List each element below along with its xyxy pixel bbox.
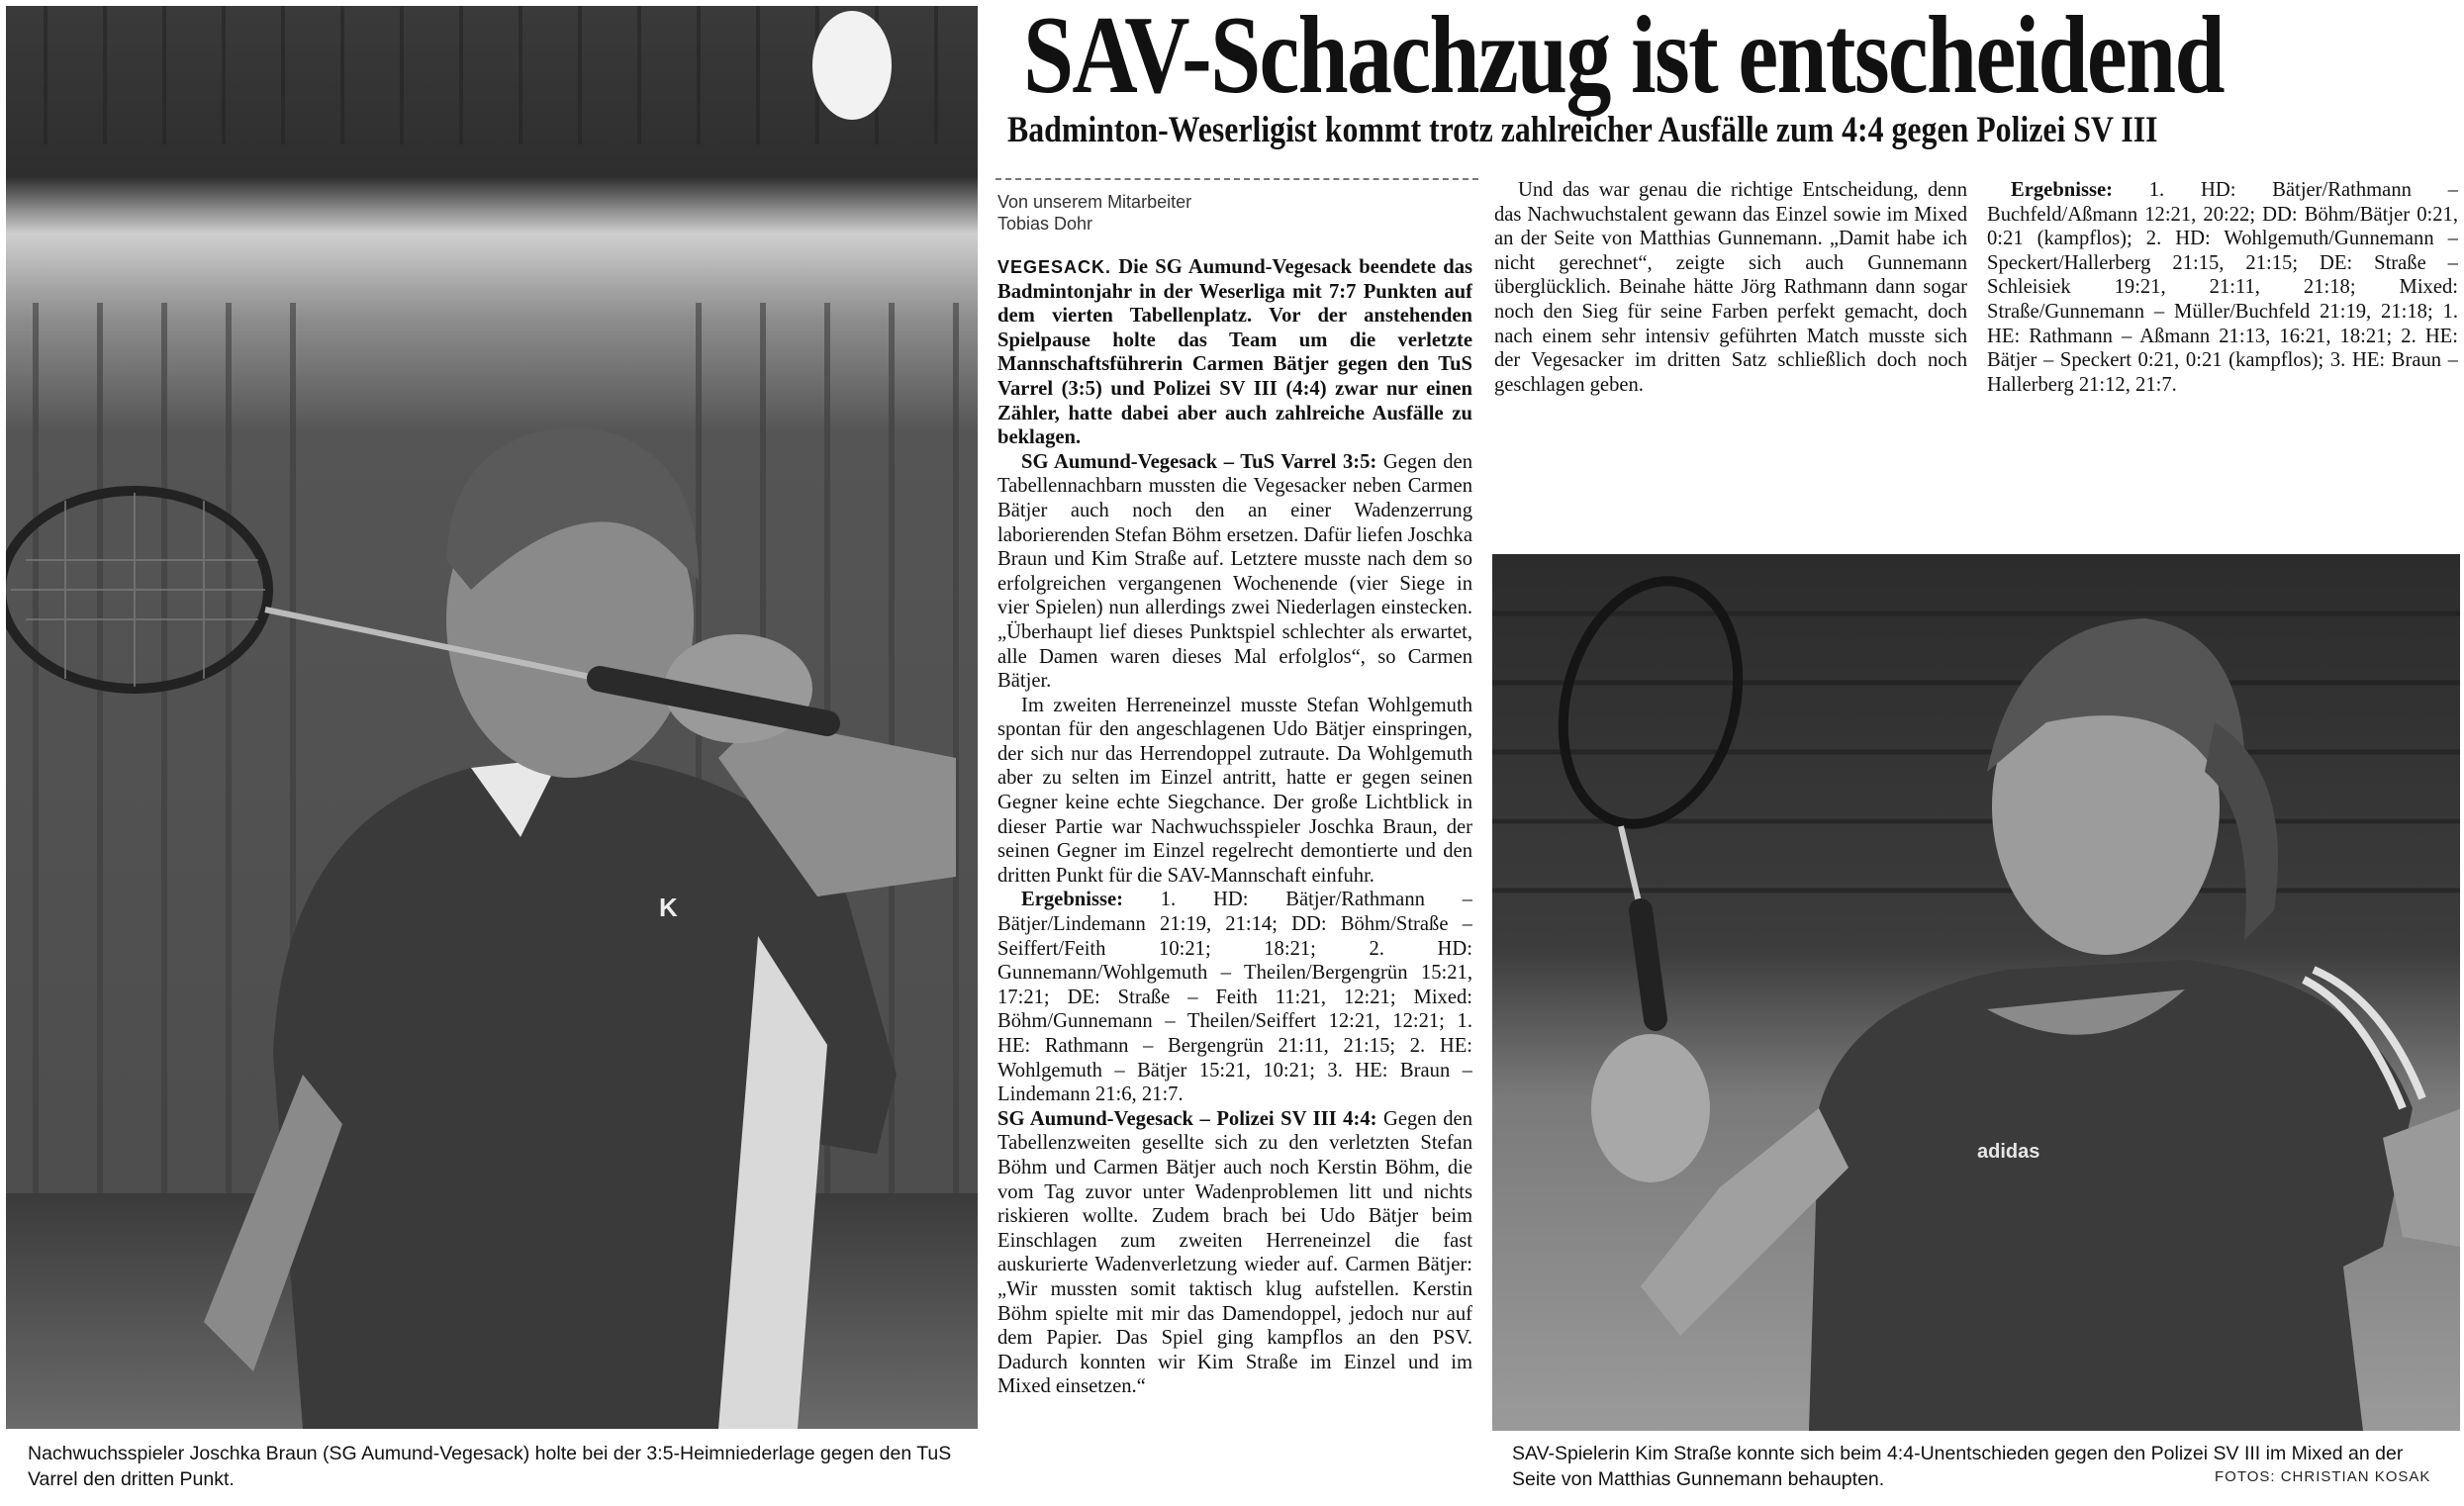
- shirt-logo-k: K: [659, 893, 678, 922]
- section1-paragraph-2: Im zweiten Herreneinzel musste Stefan Wohlgemuth spontan für den angeschlagenen Udo Bätjer einspringen, der sich nur das Herrendoppel zutraute. Da Wohlgemuth aber zu selten im Einzel antritt, hatte er gegen seinen Gegner keine echte Siegchance. Der große Lichtblick in dieser Partie war Nachwuchsspieler Joschka Braun, der seinen Gegner im Einzel regelrecht demontierte und den dritten Punkt für die SAV-Mannschaft einfuhr.: [997, 694, 1472, 887]
- subheadline: Badminton-Weserligist kommt trotz zahlreicher Ausfälle zum 4:4 gegen Polizei SV III: [1007, 110, 2158, 150]
- left-photo-caption: [6, 1429, 978, 1506]
- section2-text: Gegen den Tabellenzweiten gesellte sich zu den verletzten Stefan Böhm und Carmen Bätjer auch noch Kerstin Böhm, die vom Tag zuvor unter Wadenproblemen litt und nichts riskieren wollte. Zudem brach bei Udo Bätjer beim Einschlagen zum zweiten Herreneinzel die fast auskurierte Wadenverletzung wieder auf. Carmen Bätjer: „Wir mussten somit taktisch klug aufstellen. Kerstin Böhm spielte mit mir das Damendoppel, jedoch nur auf dem Papier. Das Spiel ging kampflos an den PSV. Dadurch konnten wir Kim Straße im Einzel und im Mixed einsetzen.“: [997, 1107, 1472, 1398]
- article-column-3: [1987, 178, 2458, 549]
- byline: [997, 191, 1472, 235]
- results2-paragraph: [1987, 178, 2458, 397]
- photo-joschka-braun: [6, 6, 978, 1429]
- lead-text: Die SG Aumund-Vegesack beendete das Badmintonjahr in der Weserliga mit 7:7 Punkten auf dem vierten Tabellenplatz. Vor der anstehenden Spielpause holte das Team um die verletzte Mannschaftsführerin Carmen Bätjer gegen den TuS Varrel (3:5) und Polizei SV III (4:4) zwar nur einen Zähler, hatte dabei aber auch zahlreiche Ausfälle zu beklagen.: [997, 256, 1472, 449]
- section1-text: Gegen den Tabellennachbarn mussten die Vegesacker neben Carmen Bätjer auch noch den an einer Wadenzerrung laborierenden Stefan Böhm ersetzen. Dafür liefen Joschka Braun und Kim Straße auf. Letztere musste nach dem so erfolgreichen vergangenen Wochenende (vier Siege in vier Spielen) nun allerdings zwei Niederlagen einstecken. „Überhaupt lief dieses Punktspiel schlechter als erwartet, alle Damen waren dieses Mal erfolglos“, so Carmen Bätjer.: [997, 450, 1472, 693]
- section2-paragraph: [997, 1107, 1472, 1399]
- left-caption-text: Nachwuchsspieler Joschka Braun (SG Aumund-Vegesack) holte bei der 3:5-Heimniederlage gegen den TuS Varrel den dritten Punkt.: [28, 1443, 952, 1490]
- byline-divider: [995, 178, 1478, 180]
- section2-head: SG Aumund-Vegesack – Polizei SV III 4:4:: [997, 1107, 1377, 1130]
- dateline: VEGESACK.: [997, 257, 1112, 277]
- lead-paragraph: [997, 255, 1472, 450]
- results1-text: 1. HD: Bätjer/Rathmann – Bätjer/Lindemann 21:19, 21:14; DD: Böhm/Straße – Seiffert/Feith 10:21; 18:21; 2. HD: Gunnemann/Wohlgemuth – Theilen/Bergengrün 15:21, 17:21; DE: Straße – Feith 11:21, 12:21; Mixed: Böhm/Gunnemann – Theilen/Seiffert 12:21, 12:21; 1. HE: Rathmann – Bergengrün 21:11, 21:15; 2. HE: Wohlgemuth – Bätjer 15:21, 10:21; 3. HE: Braun – Lindemann 21:6, 21:7.: [997, 889, 1472, 1106]
- results2-label: Ergebnisse:: [2011, 179, 2113, 201]
- section2-paragraph-2: Und das war genau die richtige Entscheidung, denn das Nachwuchstalent gewann das Einzel sowie im Mixed an der Seite von Matthias Gunnemann. „Damit habe ich nicht gerechnet“, zeigte sich auch Gunnemann überglücklich. Beinahe hätte Jörg Rathmann dann sogar noch den Sieg für seine Farben perfekt gemacht, doch nach einem sehr intensiv geführten Match musste sich der Vegesacker im dritten Satz schließlich doch noch geschlagen geben.: [1494, 179, 1967, 396]
- article-column-2: [1494, 178, 1967, 549]
- results2-text: 1. HD: Bätjer/Rathmann – Buchfeld/Aßmann 12:21, 20:22; DD: Böhm/Bätjer 0:21, 0:21 (kampflos); 2. HD: Wohlgemuth/Gunnemann – Speckert/Hallerberg 21:15, 21:15; DE: Straße – Schleisiek 19:21, 21:11, 21:18; Mixed: Straße/Gunnemann – Müller/Buchfeld 21:19, 21:18; 1. HE: Rathmann – Aßmann 21:13, 16:21, 18:21; 2. HE: Bätjer – Speckert 0:21, 0:21 (kampflos); 3. HE: Braun – Hallerberg 21:12, 21:7.: [1987, 179, 2458, 396]
- byline-line-1: Von unserem Mitarbeiter: [997, 192, 1192, 212]
- byline-line-2: Tobias Dohr: [997, 214, 1093, 234]
- results1-paragraph: [997, 888, 1472, 1106]
- right-caption-text: SAV-Spielerin Kim Straße konnte sich beim 4:4-Unentschieden gegen den Polizei SV III im Mixed an der Seite von Matthias Gunnemann behaupten.: [1512, 1443, 2404, 1490]
- photo-kim-strasse: [1492, 554, 2460, 1431]
- section1-paragraph: [997, 450, 1472, 694]
- article-column-1: [997, 255, 1472, 1506]
- headline: SAV-Schachzug ist entscheidend: [1023, 0, 2224, 117]
- section1-head: SG Aumund-Vegesack – TuS Varrel 3:5:: [1021, 450, 1377, 473]
- shirt-logo-adidas: adidas: [1977, 1141, 2040, 1163]
- results1-label: Ergebnisse:: [1021, 889, 1123, 911]
- photo-credit: FOTOS: CHRISTIAN KOSAK: [2215, 1468, 2431, 1485]
